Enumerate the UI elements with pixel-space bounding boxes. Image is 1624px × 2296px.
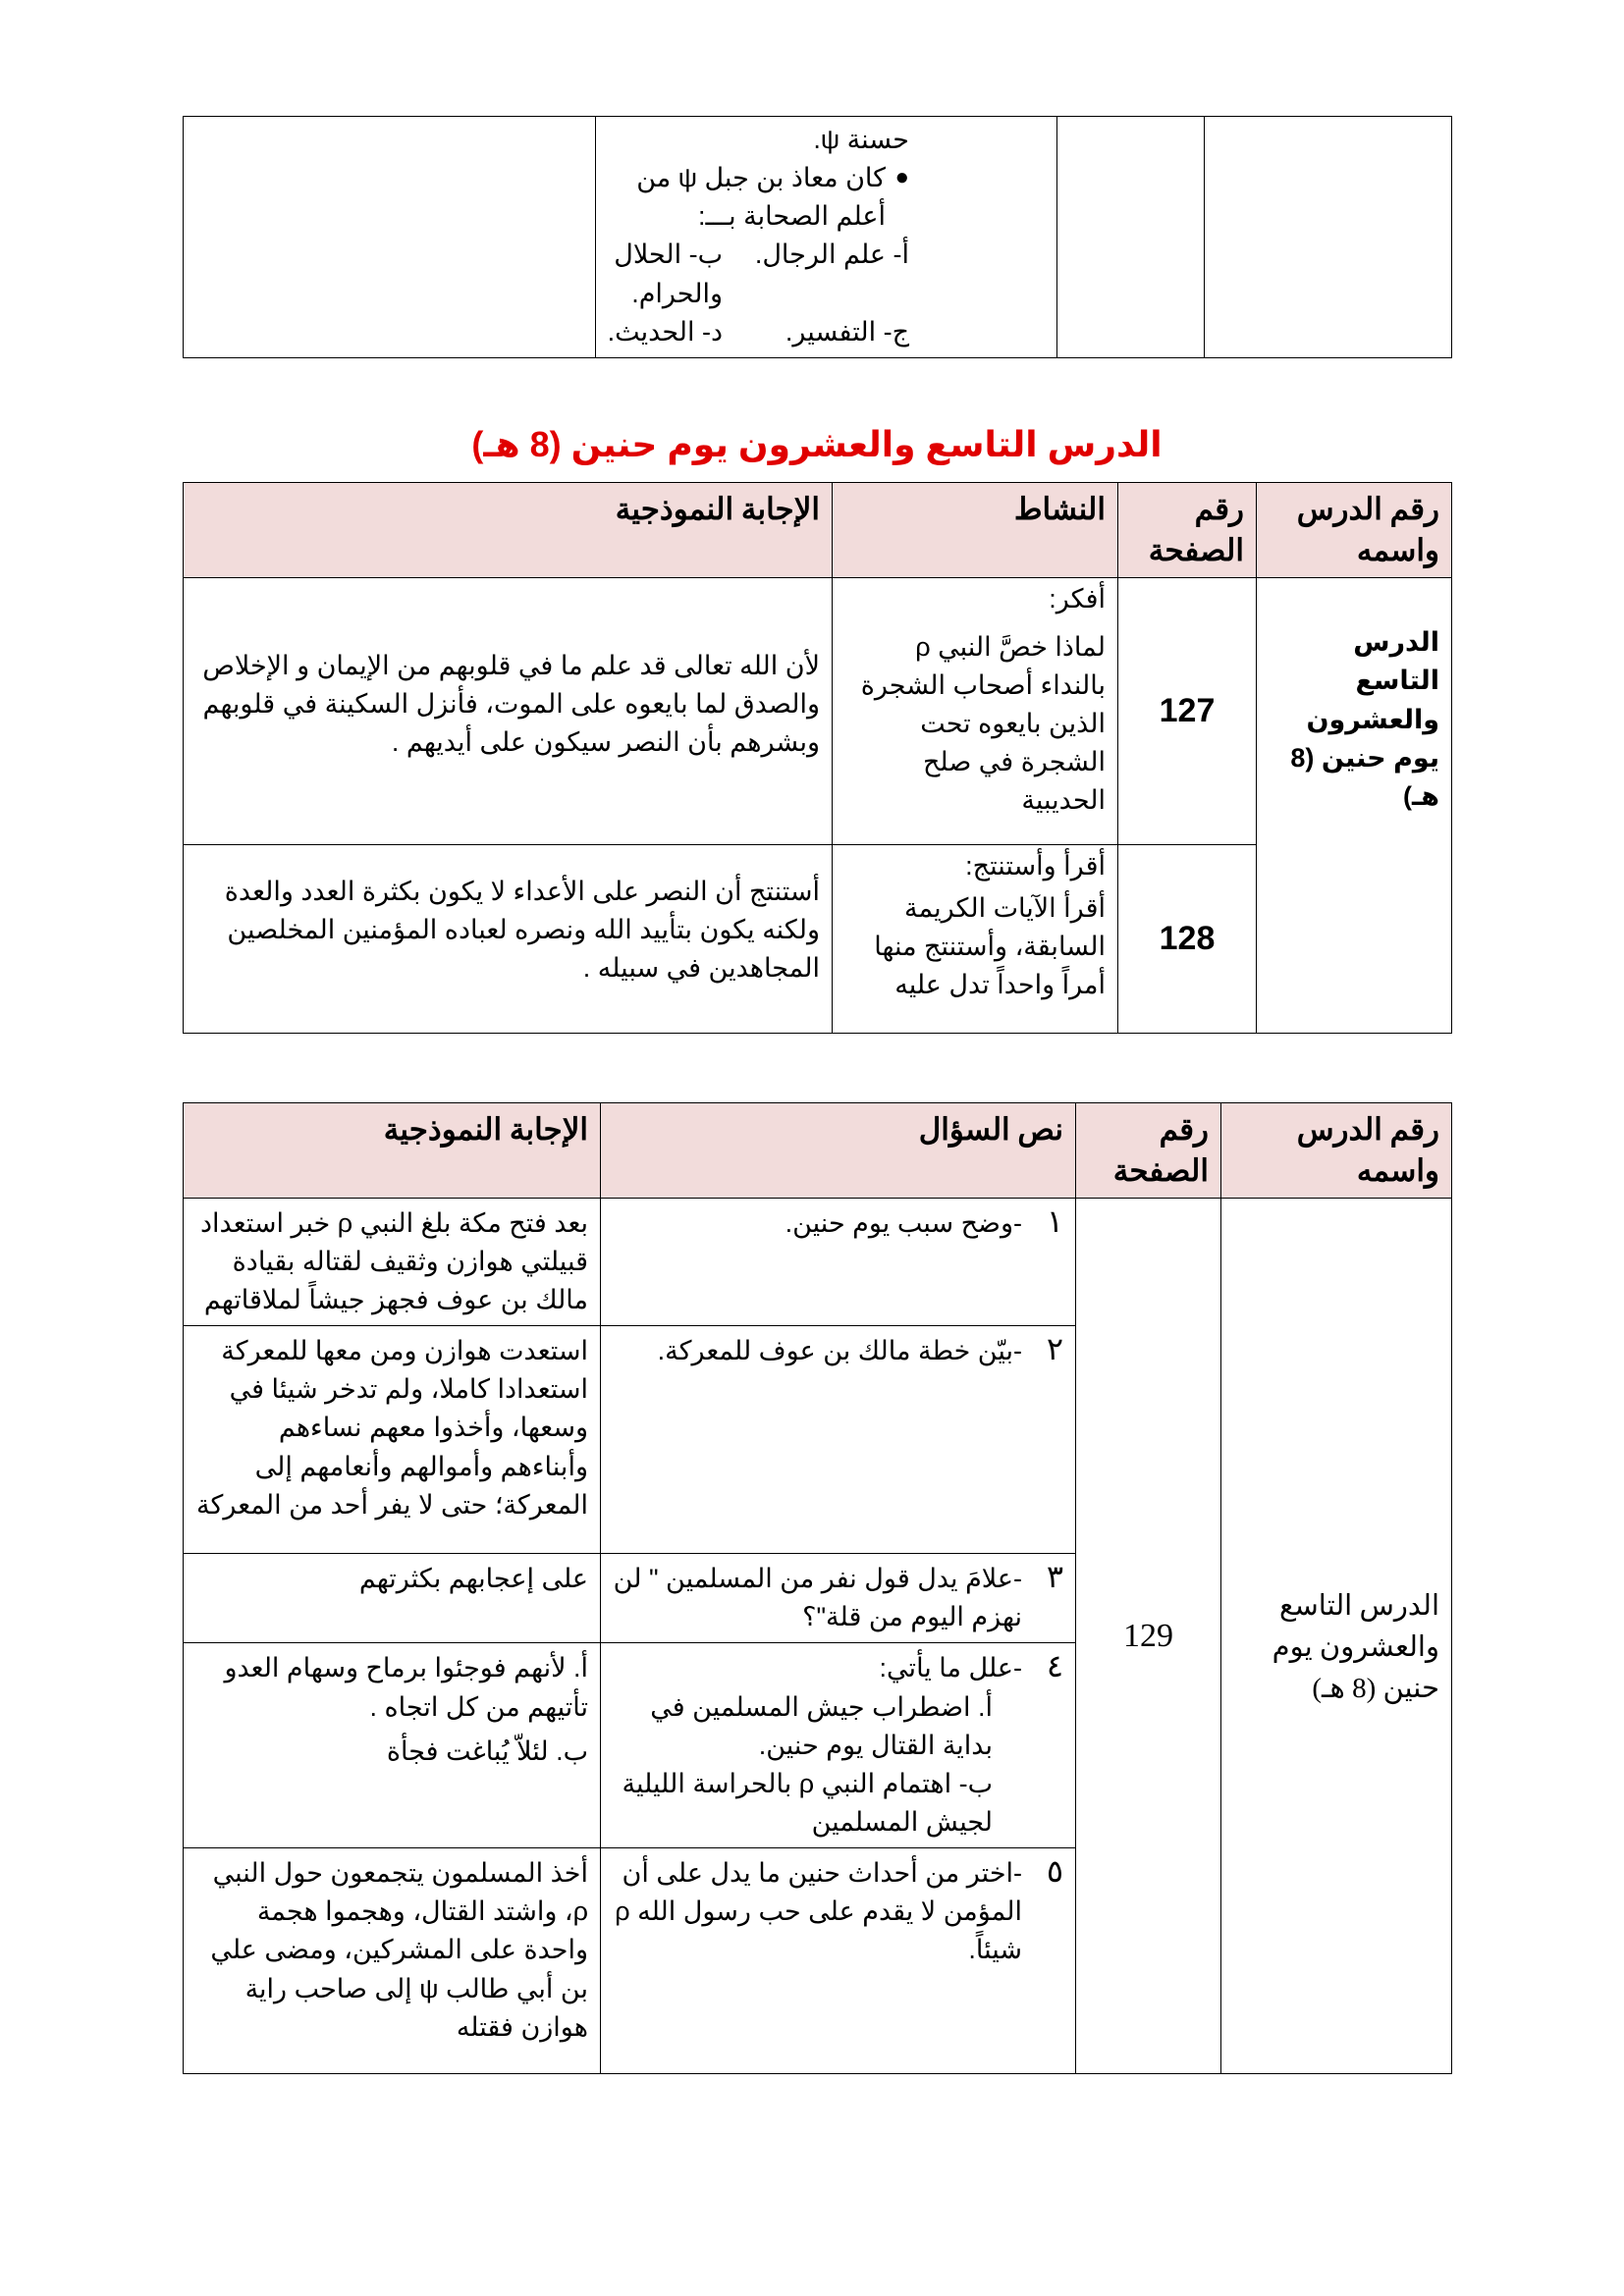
model-answer: بعد فتح مكة بلغ النبي ρ خبر استعداد قبيلتي هوازن وثقيف لقتاله بقيادة مالك بن عوف فجهز جيشاً لملاقاتهم (184, 1198, 601, 1325)
question-cell (596, 117, 1057, 358)
question-cell (601, 1198, 1076, 1325)
activity-cell (833, 844, 1118, 1033)
question-cell (601, 1643, 1076, 1848)
question-row (613, 1204, 1063, 1243)
option-a: أ- علم الرجال. (754, 240, 909, 270)
question-cell (601, 1326, 1076, 1554)
question-number: ٥ (1046, 1853, 1063, 1890)
question-number: ٣ (1046, 1559, 1063, 1595)
page-cell (1057, 117, 1205, 358)
model-answer: على إعجابهم بكثرتهم (184, 1554, 601, 1643)
header-answer: الإجابة النموذجية (184, 483, 833, 578)
sub-question-b: ب- اهتمام النبي ρ بالحراسة الليلية لجيش المسلمين (622, 1768, 993, 1837)
question-number: ٤ (1046, 1648, 1063, 1684)
option-c: ج- التفسير. (785, 316, 909, 347)
page-number: 127 (1118, 577, 1257, 844)
model-answer: لأن الله تعالى قد علم ما في قلوبهم من الإيمان و الإخلاص والصدق لما بايعوه على الموت، فأنزل السكينة في قلوبهم وبشرهم بأن النصر سيكون على أيديهم . (184, 577, 833, 844)
question-number: ٢ (1046, 1331, 1063, 1367)
lesson-name-cell: الدرس التاسع والعشرون يوم حنين (8 هـ) (1221, 1198, 1452, 2073)
question-row (613, 1649, 1063, 1842)
header-page: رقم الصفحة (1076, 1103, 1221, 1199)
question-row (613, 1332, 1063, 1370)
option-d: د- الحديث. (607, 316, 723, 347)
lesson-cell (1205, 117, 1452, 358)
question-text (613, 1649, 1022, 1842)
questions-table (183, 1102, 1452, 2074)
activity-text: أقرأ الآيات الكريمة السابقة، وأستنتج منها أمراً واحداً تدل عليه (874, 892, 1106, 1000)
page-number: 129 (1076, 1198, 1221, 2073)
question-row (613, 1854, 1063, 1969)
model-answer: أستنتج أن النصر على الأعداء لا يكون بكثرة العدد والعدة ولكنه يكون بتأييد الله ونصره لعباده المؤمنين المخلصين المجاهدين في سبيله . (184, 844, 833, 1033)
bullet-icon: ● (894, 164, 909, 191)
lesson-name-cell: الدرس التاسع والعشرون يوم حنين (8 هـ) (1257, 577, 1452, 1033)
activity-text: لماذا خصَّ النبي ρ بالنداء أصحاب الشجرة الذين بايعوه تحت الشجرة في صلح الحديبية (860, 631, 1106, 816)
answer-b: ب. لئلاّ يُباغت فجأة (386, 1735, 588, 1766)
option-b: ب- الحلال والحرام. (614, 240, 723, 308)
model-answer: استعدت هوازن ومن معها للمعركة استعدادا كاملا، ولم تدخر شيئا في وسعها، وأخذوا معهم نساءهم وأبناءهم وأموالهم وأنعامهم إلى المعركة؛ حتى لا يفر أحد من المعركة (184, 1326, 601, 1554)
question-row (613, 1560, 1063, 1636)
header-question: نص السؤال (601, 1103, 1076, 1199)
question-cell (601, 1848, 1076, 2074)
page-number: 128 (1118, 844, 1257, 1033)
activity-heading: أفكر: (1049, 583, 1106, 614)
header-lesson: رقم الدرس واسمه (1221, 1103, 1452, 1199)
header-lesson: رقم الدرس واسمه (1257, 483, 1452, 578)
question-text: -علامَ يدل قول نفر من المسلمين " لن نهزم اليوم من قلة"؟ (613, 1564, 1022, 1632)
question-text: -بيّن خطة مالك بن عوف للمعركة. (657, 1336, 1022, 1366)
model-answer: أخذ المسلمون يتجمعون حول النبي ρ، واشتد القتال، وهجموا هجمة واحدة على المشركين، ومضى علي بن أبي طالب ψ إلى صاحب راية هوازن فقتله (184, 1848, 601, 2074)
bullet-question (608, 159, 909, 236)
question-number: ١ (1046, 1202, 1063, 1239)
question-cell (601, 1554, 1076, 1643)
continuation-line: حسنة ψ. (813, 125, 909, 154)
activity-cell (833, 577, 1118, 844)
question-text-main: -علل ما يأتي: (879, 1653, 1022, 1683)
activities-table (183, 482, 1452, 1034)
sub-question-a: أ. اضطراب جيش المسلمين في بداية القتال يوم حنين. (650, 1691, 993, 1760)
header-page: رقم الصفحة (1118, 483, 1257, 578)
lesson-title: الدرس التاسع والعشرون يوم حنين (8 هـ) (471, 424, 1163, 464)
options-grid (608, 236, 909, 350)
model-answer (184, 1643, 601, 1848)
question-text: -وضح سبب يوم حنين. (785, 1207, 1022, 1238)
header-answer: الإجابة النموذجية (184, 1103, 601, 1199)
answer-a: أ. لأنهم فوجئوا برماح وسهام العدو تأتيهم من كل اتجاه . (224, 1653, 588, 1722)
bullet-question-text: كان معاذ بن جبل ψ من أعلم الصحابة بـــ: (636, 163, 886, 232)
question-text: -اختر من أحداث حنين ما يدل على أن المؤمن لا يقدم على حب رسول الله ρ شيئاً. (615, 1858, 1022, 1965)
header-activity: النشاط (833, 483, 1118, 578)
activity-heading: أقرأ وأستنتج: (965, 850, 1106, 881)
continued-questions-table (183, 116, 1452, 358)
